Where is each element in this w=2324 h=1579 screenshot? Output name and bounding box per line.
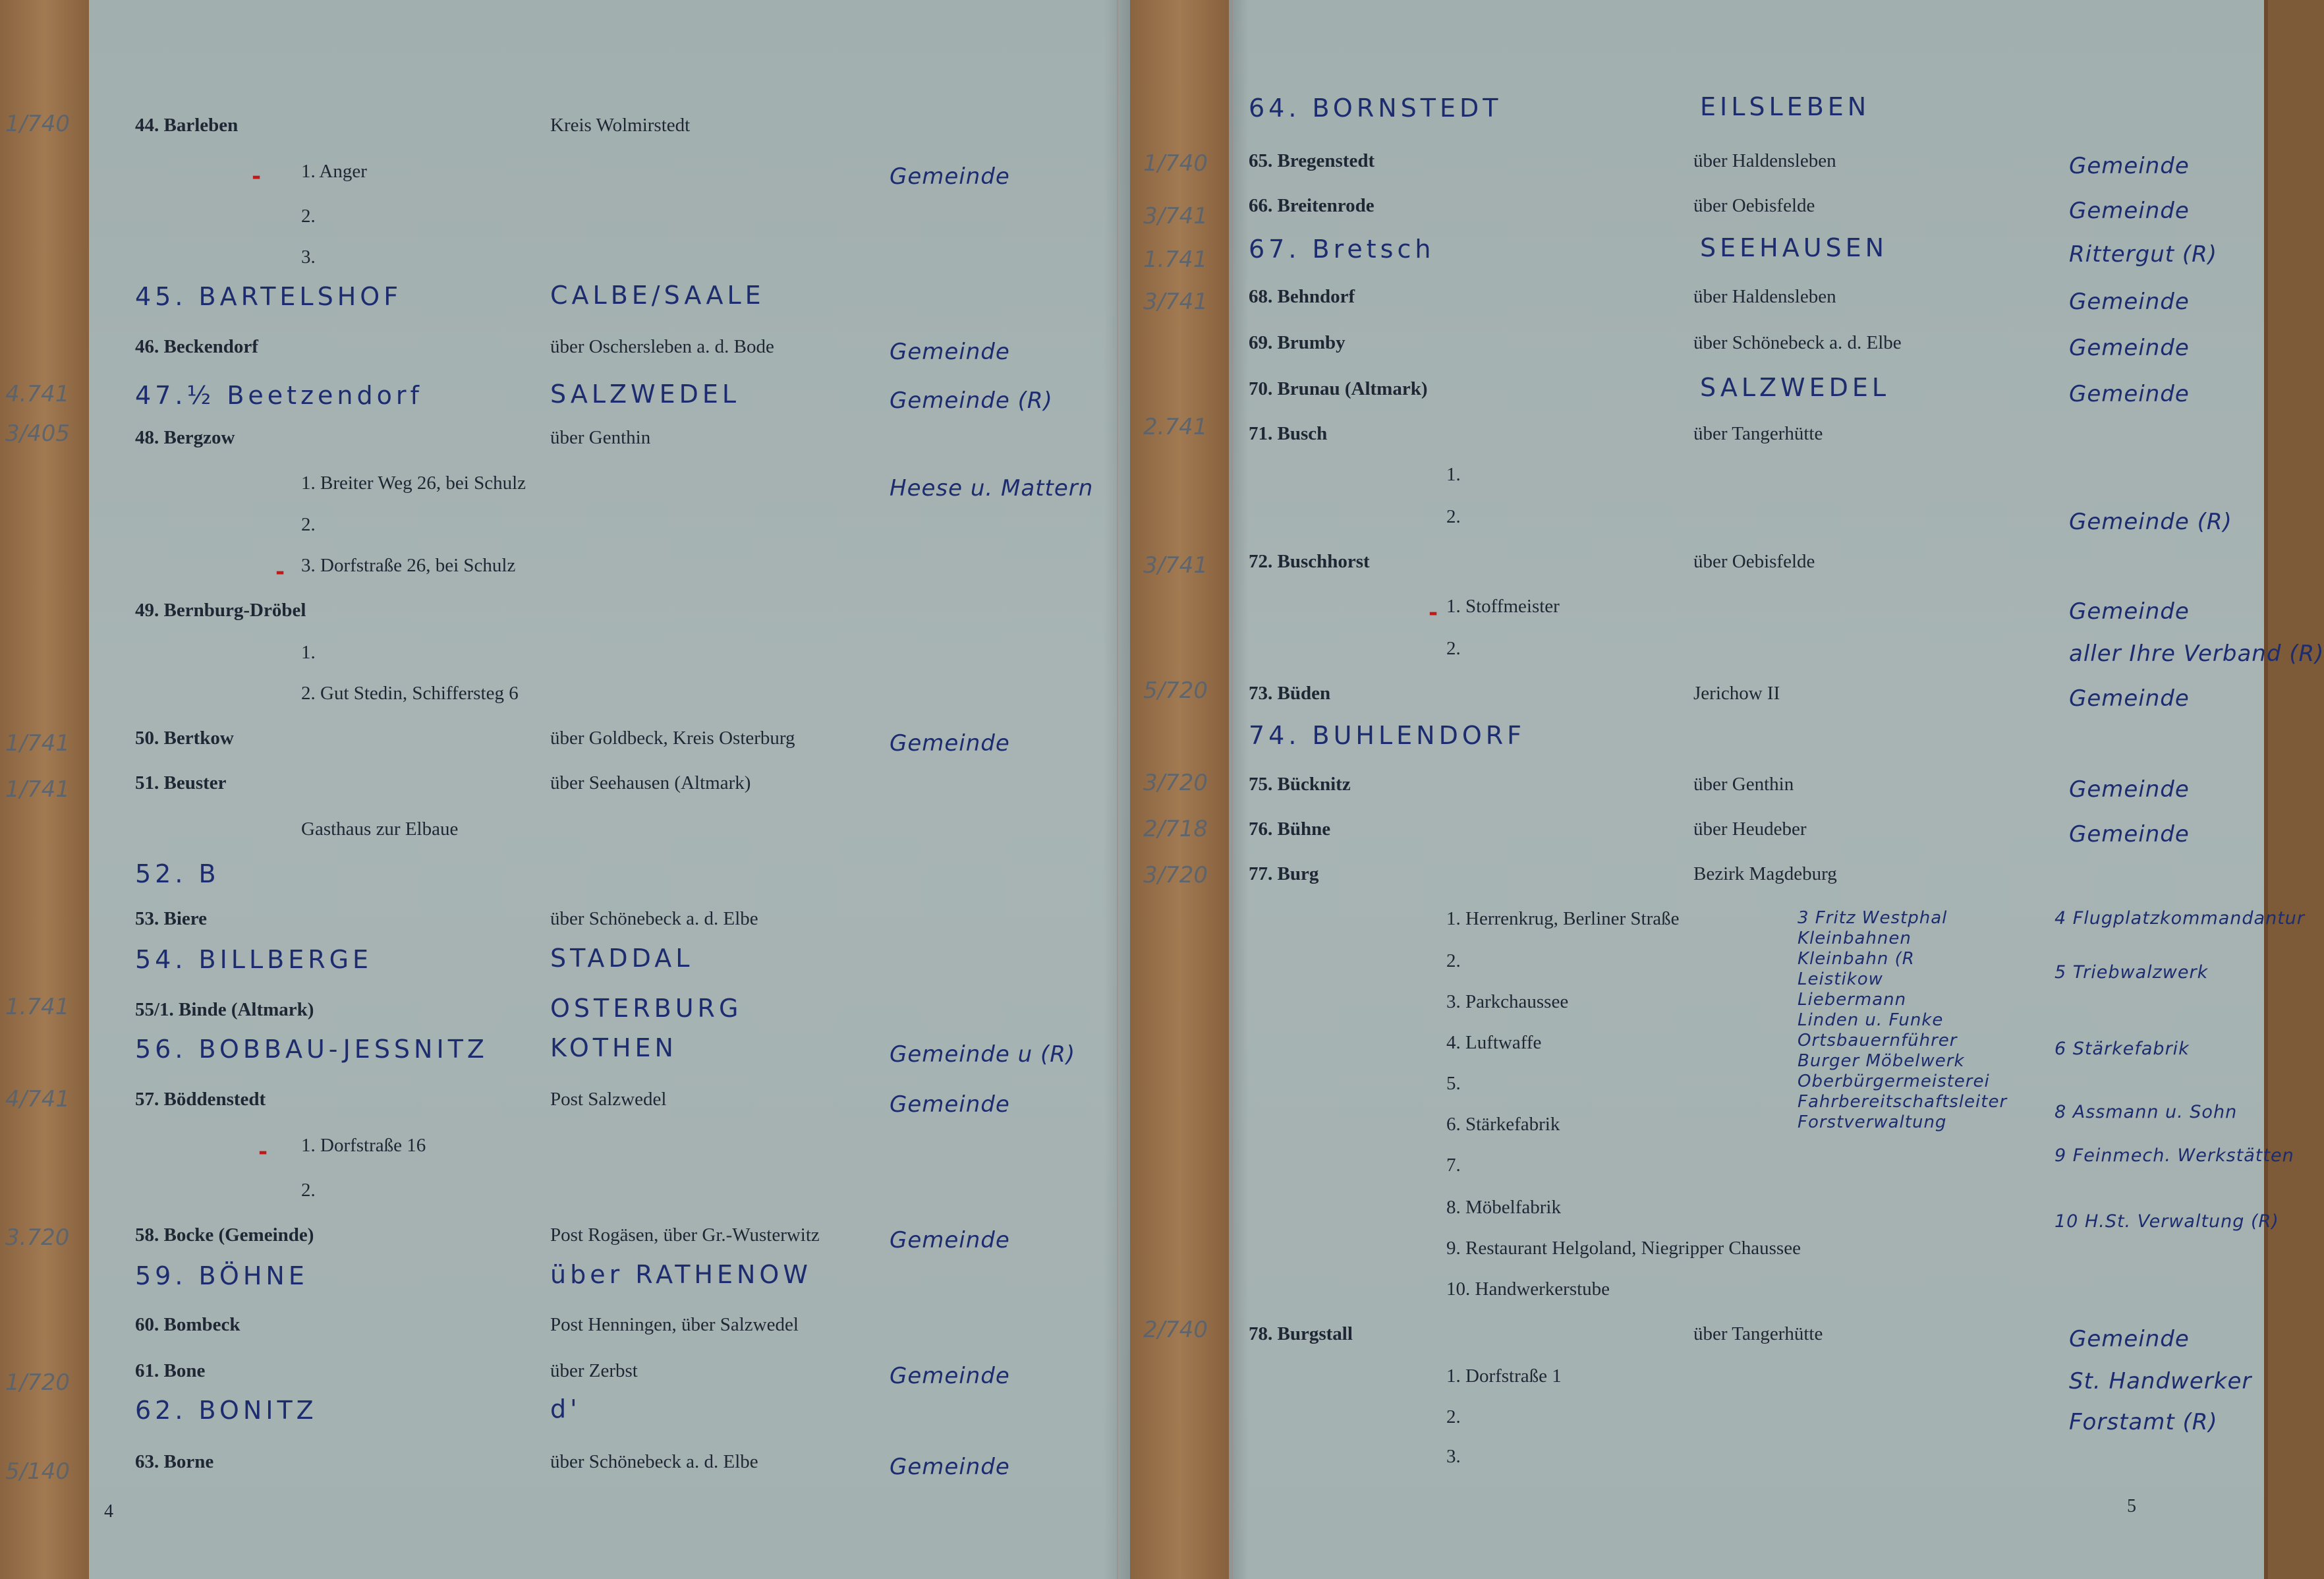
entry-handwritten-note: aller Ihre Verband (R) bbox=[2069, 641, 2324, 667]
entry-sub-item: 2. bbox=[301, 514, 316, 535]
entry-name-handwritten: 45. BARTELSHOF bbox=[135, 282, 403, 311]
entry-address: über Schönebeck a. d. Elbe bbox=[550, 908, 758, 929]
entry-sub-item: 1. Stoffmeister bbox=[1446, 596, 1560, 617]
entry-address: über Schönebeck a. d. Elbe bbox=[550, 1451, 758, 1472]
burg-list-line: Forstverwaltung bbox=[1798, 1112, 1947, 1132]
entry-address-handwritten: SALZWEDEL bbox=[1700, 373, 1890, 402]
entry-address-handwritten: STADDAL bbox=[550, 944, 694, 973]
entry-handwritten-note: Gemeinde (R) bbox=[2069, 509, 2232, 535]
entry-handwritten-note: Forstamt (R) bbox=[2069, 1409, 2218, 1435]
margin-pencil-note: 1/740 bbox=[1143, 150, 1208, 177]
entry-handwritten-note: Heese u. Mattern bbox=[890, 475, 1094, 502]
entry-name-handwritten: 64. BORNSTEDT bbox=[1249, 94, 1502, 123]
entry-sub-item: 1. bbox=[1446, 464, 1461, 485]
entry-name: 70. Brunau (Altmark) bbox=[1249, 378, 1428, 399]
margin-pencil-note: 1/740 bbox=[5, 111, 70, 137]
burg-list-line: 3 Fritz Westphal bbox=[1798, 908, 1948, 928]
margin-pencil-note: 2/718 bbox=[1143, 816, 1208, 842]
burg-list-line: Burger Möbelwerk bbox=[1798, 1051, 1965, 1071]
entry-name: 69. Brumby bbox=[1249, 332, 1346, 353]
entry-handwritten-note: Gemeinde bbox=[2069, 198, 2190, 224]
entry-name: 71. Busch bbox=[1249, 423, 1328, 444]
entry-name: 55/1. Binde (Altmark) bbox=[135, 999, 314, 1020]
burg-side-note: 6 Stärkefabrik bbox=[2055, 1039, 2190, 1059]
entry-name: 78. Burgstall bbox=[1249, 1323, 1353, 1344]
entry-name: 46. Beckendorf bbox=[135, 336, 258, 357]
margin-pencil-note: 3/741 bbox=[1143, 552, 1208, 579]
entry-name: 61. Bone bbox=[135, 1360, 206, 1381]
margin-pencil-note: 1.741 bbox=[5, 994, 70, 1020]
margin-pencil-note: 3/405 bbox=[5, 420, 70, 447]
entry-name-handwritten: 54. BILLBERGE bbox=[135, 945, 373, 974]
entry-name: 53. Biere bbox=[135, 908, 207, 929]
entry-sub-item: 3. bbox=[1446, 1446, 1461, 1467]
page-number-right: 5 bbox=[2127, 1496, 2136, 1516]
entry-handwritten-note: Gemeinde bbox=[890, 1454, 1010, 1480]
margin-pencil-note: 1/720 bbox=[5, 1369, 70, 1396]
margin-pencil-note: 3.720 bbox=[5, 1224, 70, 1251]
burg-list-line: Oberbürgermeisterei bbox=[1798, 1072, 1990, 1091]
entry-handwritten-note: Gemeinde (R) bbox=[890, 388, 1053, 414]
entry-address: über Seehausen (Altmark) bbox=[550, 772, 751, 793]
entry-address: Post Rogäsen, über Gr.-Wusterwitz bbox=[550, 1224, 820, 1246]
entry-name: 58. Bocke (Gemeinde) bbox=[135, 1224, 314, 1246]
entry-address-handwritten: SEEHAUSEN bbox=[1700, 233, 1888, 262]
margin-pencil-note: 5/140 bbox=[5, 1458, 70, 1485]
entry-address-handwritten: EILSLEBEN bbox=[1700, 92, 1871, 121]
entry-sub-item: 9. Restaurant Helgoland, Niegripper Chaussee bbox=[1446, 1238, 1801, 1259]
entry-address: über Goldbeck, Kreis Osterburg bbox=[550, 728, 795, 749]
entry-address: Post Henningen, über Salzwedel bbox=[550, 1314, 799, 1335]
entry-sub-item: 1. Dorfstraße 16 bbox=[301, 1135, 426, 1156]
margin-pencil-note: 2.741 bbox=[1143, 414, 1208, 440]
margin-pencil-note: 1/741 bbox=[5, 730, 70, 757]
entry-address-handwritten: SALZWEDEL bbox=[550, 380, 741, 409]
entry-sub-item: 7. bbox=[1446, 1155, 1461, 1176]
entry-address: über Genthin bbox=[550, 427, 651, 448]
entry-handwritten-note: Gemeinde bbox=[2069, 598, 2190, 625]
entry-sub-item: 3. bbox=[301, 246, 316, 268]
page-fold-line bbox=[1232, 0, 1233, 1579]
entry-handwritten-note: Gemeinde bbox=[890, 1363, 1010, 1389]
margin-pencil-note: 3/741 bbox=[1143, 203, 1208, 229]
entry-address: über Genthin bbox=[1693, 774, 1794, 795]
entry-address: über Zerbst bbox=[550, 1360, 638, 1381]
entry-address: über Oebisfelde bbox=[1693, 195, 1815, 216]
page-fold-line bbox=[1117, 0, 1118, 1579]
entry-name: 51. Beuster bbox=[135, 772, 227, 793]
entry-address: über Tangerhütte bbox=[1693, 1323, 1823, 1344]
entry-address: Kreis Wolmirstedt bbox=[550, 115, 691, 136]
burg-side-note: 8 Assmann u. Sohn bbox=[2055, 1102, 2238, 1122]
entry-name-handwritten: 74. BUHLENDORF bbox=[1249, 721, 1526, 750]
entry-address: Bezirk Magdeburg bbox=[1693, 863, 1837, 884]
entry-address-handwritten: KOTHEN bbox=[550, 1033, 677, 1062]
entry-name: 76. Bühne bbox=[1249, 818, 1331, 840]
entry-sub-item: 1. Breiter Weg 26, bei Schulz bbox=[301, 473, 526, 494]
entry-name: 60. Bombeck bbox=[135, 1314, 241, 1335]
burg-list-line: Ortsbauernführer bbox=[1798, 1031, 1958, 1050]
entry-handwritten-note: St. Handwerker bbox=[2069, 1368, 2252, 1394]
page-number-left: 4 bbox=[104, 1501, 113, 1522]
burg-list-line: Kleinbahn (R bbox=[1798, 949, 1915, 969]
entry-name: 48. Bergzow bbox=[135, 427, 235, 448]
entry-sub-item: 1. Herrenkrug, Berliner Straße bbox=[1446, 908, 1680, 929]
entry-name: 77. Burg bbox=[1249, 863, 1319, 884]
entry-address: Post Salzwedel bbox=[550, 1089, 667, 1110]
entry-handwritten-note: Gemeinde bbox=[890, 730, 1010, 757]
entry-name: 75. Bücknitz bbox=[1249, 774, 1351, 795]
entry-address: über Haldensleben bbox=[1693, 286, 1836, 307]
entry-name-handwritten: 56. BOBBAU-JESSNITZ bbox=[135, 1035, 488, 1064]
burg-side-note: 4 Flugplatzkommandantur bbox=[2055, 908, 2305, 929]
burg-side-note: 5 Triebwalzwerk bbox=[2055, 962, 2209, 983]
burg-list-line: Liebermann bbox=[1798, 990, 1907, 1010]
burg-list-line: Kleinbahnen bbox=[1798, 929, 1912, 948]
entry-name: 68. Behndorf bbox=[1249, 286, 1355, 307]
entry-name: 66. Breitenrode bbox=[1249, 195, 1375, 216]
margin-pencil-note: 5/720 bbox=[1143, 677, 1208, 704]
margin-pencil-note: 1.741 bbox=[1143, 246, 1208, 273]
entry-handwritten-note: Gemeinde bbox=[890, 339, 1010, 365]
entry-sub-item: 1. Dorfstraße 1 bbox=[1446, 1365, 1562, 1387]
margin-pencil-note: 3/720 bbox=[1143, 770, 1208, 796]
margin-pencil-note: 2/740 bbox=[1143, 1317, 1208, 1343]
entry-address: über Oebisfelde bbox=[1693, 551, 1815, 572]
entry-sub-item: 1. bbox=[301, 642, 316, 663]
red-check-mark: - bbox=[252, 163, 262, 190]
entry-handwritten-note: Gemeinde bbox=[890, 163, 1010, 190]
margin-pencil-note: 4/741 bbox=[5, 1086, 70, 1112]
entry-sub-item: 1. Anger bbox=[301, 161, 367, 182]
burg-list-line: Leistikow bbox=[1798, 969, 1883, 989]
entry-handwritten-note: Gemeinde bbox=[2069, 381, 2190, 407]
burg-list-line: Fahrbereitschaftsleiter bbox=[1798, 1092, 2008, 1112]
entry-handwritten-note: Gemeinde bbox=[2069, 153, 2190, 179]
entry-name: 57. Böddenstedt bbox=[135, 1089, 266, 1110]
entry-sub-item: 2. bbox=[1446, 950, 1461, 971]
entry-sub-item: 2. bbox=[1446, 506, 1461, 527]
entry-sub-item: 8. Möbelfabrik bbox=[1446, 1197, 1561, 1218]
entry-handwritten-note: Gemeinde bbox=[2069, 1326, 2190, 1352]
entry-handwritten-note: Gemeinde bbox=[890, 1091, 1010, 1118]
entry-sub-item: 10. Handwerkerstube bbox=[1446, 1278, 1610, 1300]
entry-address-handwritten: über RATHENOW bbox=[550, 1260, 812, 1289]
entry-sub-item: 2. bbox=[301, 1180, 316, 1201]
entry-sub-item: 5. bbox=[1446, 1073, 1461, 1094]
entry-address: über Haldensleben bbox=[1693, 150, 1836, 171]
entry-sub-item: 2. bbox=[301, 206, 316, 227]
entry-sub-item: Gasthaus zur Elbaue bbox=[301, 818, 459, 840]
entry-address: über Schönebeck a. d. Elbe bbox=[1693, 332, 1902, 353]
entry-name: 50. Bertkow bbox=[135, 728, 234, 749]
entry-name: 49. Bernburg-Dröbel bbox=[135, 600, 306, 621]
entry-name: 65. Bregenstedt bbox=[1249, 150, 1375, 171]
entry-sub-item: 3. Parkchaussee bbox=[1446, 991, 1569, 1012]
margin-pencil-note: 4.741 bbox=[5, 381, 70, 407]
margin-pencil-note: 3/741 bbox=[1143, 289, 1208, 315]
entry-name-handwritten: 52. B bbox=[135, 859, 220, 888]
entry-address-handwritten: CALBE/SAALE bbox=[550, 281, 765, 310]
burg-side-note: 9 Feinmech. Werkstätten bbox=[2055, 1145, 2294, 1166]
entry-address: Jerichow II bbox=[1693, 683, 1780, 704]
red-check-mark: - bbox=[258, 1139, 268, 1165]
entry-address-handwritten: d' bbox=[550, 1394, 581, 1423]
entry-name-handwritten: 59. BÖHNE bbox=[135, 1261, 308, 1290]
entry-name: 44. Barleben bbox=[135, 115, 239, 136]
entry-name: 72. Buschhorst bbox=[1249, 551, 1370, 572]
entry-sub-item: 2. bbox=[1446, 638, 1461, 659]
entry-handwritten-note: Gemeinde bbox=[2069, 685, 2190, 712]
entry-handwritten-note: Gemeinde bbox=[2069, 821, 2190, 847]
entry-address: über Tangerhütte bbox=[1693, 423, 1823, 444]
margin-pencil-note: 3/720 bbox=[1143, 862, 1208, 888]
entry-sub-item: 6. Stärkefabrik bbox=[1446, 1114, 1560, 1135]
entry-address: über Heudeber bbox=[1693, 818, 1807, 840]
entry-address: über Oschersleben a. d. Bode bbox=[550, 336, 774, 357]
entry-handwritten-note: Gemeinde bbox=[890, 1227, 1010, 1253]
entry-handwritten-note: Rittergut (R) bbox=[2069, 241, 2218, 268]
entry-name: 73. Büden bbox=[1249, 683, 1331, 704]
entry-sub-item: 4. Luftwaffe bbox=[1446, 1032, 1542, 1053]
entry-name-handwritten: 47.½ Beetzendorf bbox=[135, 381, 423, 410]
entry-name-handwritten: 67. Bretsch bbox=[1249, 235, 1435, 264]
entry-handwritten-note: Gemeinde u (R) bbox=[890, 1041, 1076, 1068]
entry-sub-item: 2. Gut Stedin, Schiffersteg 6 bbox=[301, 683, 519, 704]
burg-side-note: 10 H.St. Verwaltung (R) bbox=[2055, 1211, 2279, 1232]
red-check-mark: - bbox=[275, 559, 285, 585]
binding-strip-right bbox=[2264, 0, 2268, 1579]
margin-pencil-note: 1/741 bbox=[5, 776, 70, 803]
entry-handwritten-note: Gemeinde bbox=[2069, 335, 2190, 361]
entry-address-handwritten: OSTERBURG bbox=[550, 994, 743, 1023]
entry-handwritten-note: Gemeinde bbox=[2069, 289, 2190, 315]
burg-list-line: Linden u. Funke bbox=[1798, 1010, 1944, 1030]
entry-name-handwritten: 62. BONITZ bbox=[135, 1396, 318, 1425]
entry-sub-item: 2. bbox=[1446, 1406, 1461, 1427]
entry-sub-item: 3. Dorfstraße 26, bei Schulz bbox=[301, 555, 516, 576]
entry-handwritten-note: Gemeinde bbox=[2069, 776, 2190, 803]
red-check-mark: - bbox=[1429, 600, 1438, 626]
entry-name: 63. Borne bbox=[135, 1451, 214, 1472]
